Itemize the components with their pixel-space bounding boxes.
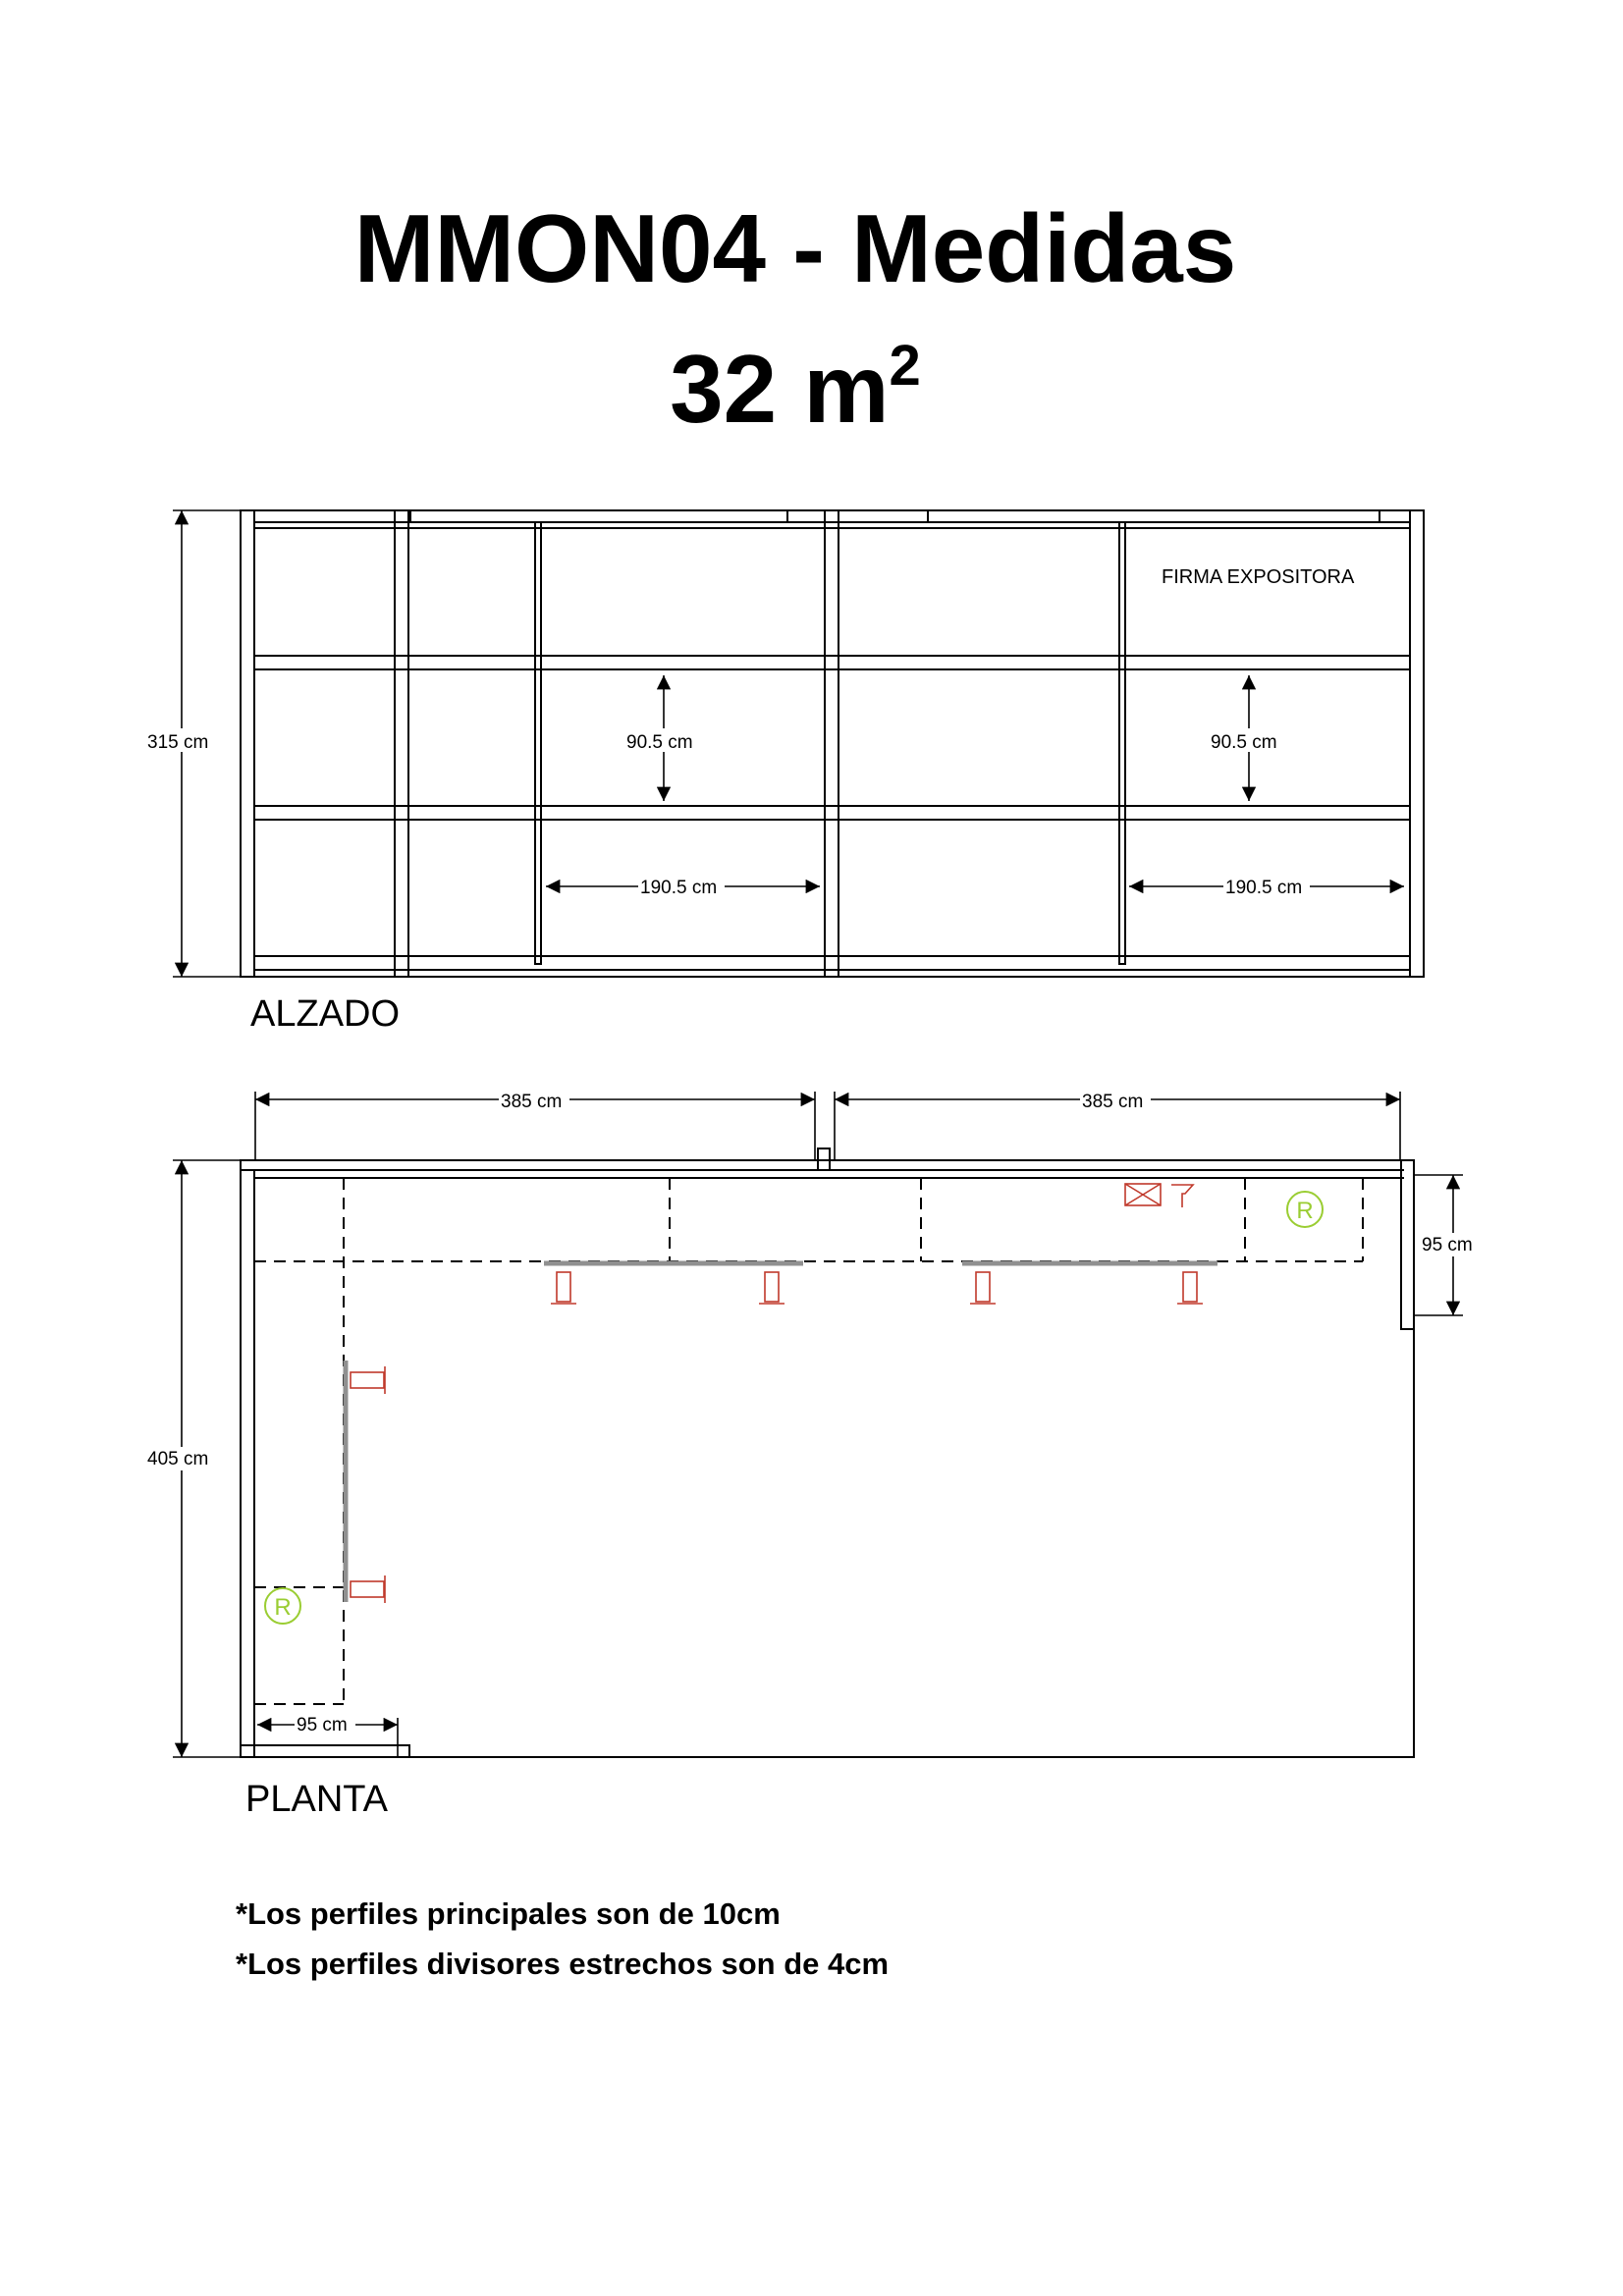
main-post bbox=[241, 510, 254, 977]
horizontal-rail bbox=[254, 656, 1410, 669]
spotlight-icon bbox=[759, 1272, 784, 1304]
spotlight-icon bbox=[551, 1272, 576, 1304]
main-post bbox=[1410, 510, 1424, 977]
shelf-height-label: 90.5 cm bbox=[1211, 732, 1277, 753]
elevation-label: ALZADO bbox=[250, 993, 401, 1035]
main-post bbox=[825, 510, 839, 977]
main-post bbox=[395, 510, 408, 977]
height-dimension-label: 315 cm bbox=[147, 732, 209, 753]
plan-view bbox=[241, 1148, 1414, 1757]
spotlight-icon bbox=[351, 1366, 385, 1394]
width-dimension-label: 385 cm bbox=[501, 1092, 563, 1112]
spotlight-icon bbox=[1177, 1272, 1203, 1304]
horizontal-rail bbox=[254, 522, 1410, 528]
note-divider-profiles: *Los perfiles divisores estrechos son de 4cm bbox=[236, 1947, 890, 1981]
counter-depth-label: 95 cm bbox=[1422, 1235, 1473, 1255]
module-width-label: 190.5 cm bbox=[640, 878, 718, 898]
spotlight-icon bbox=[970, 1272, 996, 1304]
floor-outline bbox=[241, 1160, 1414, 1757]
note-main-profiles: *Los perfiles principales son de 10cm bbox=[236, 1896, 781, 1931]
width-dimension-label: 385 cm bbox=[1082, 1092, 1144, 1112]
depth-dimension-label: 405 cm bbox=[147, 1449, 209, 1469]
shelf-height-label: 90.5 cm bbox=[626, 732, 693, 753]
page-title: MMON04 - Medidas bbox=[353, 194, 1237, 302]
counter-zone-back bbox=[254, 1178, 1363, 1704]
module-width-label: 190.5 cm bbox=[1225, 878, 1303, 898]
narrow-divider bbox=[1119, 522, 1125, 964]
plan-label: PLANTA bbox=[245, 1779, 389, 1820]
horizontal-rail bbox=[254, 956, 1410, 970]
elevation-header-strip bbox=[928, 510, 1380, 522]
area-unit-superscript: 2 bbox=[889, 334, 921, 398]
electrical-box-icon bbox=[1125, 1184, 1161, 1205]
reserve-marks bbox=[265, 1192, 1323, 1624]
wall-stub bbox=[241, 1745, 409, 1757]
horizontal-rail bbox=[254, 806, 1410, 820]
plan-dimensions bbox=[173, 1092, 1463, 1757]
counter-width-label: 95 cm bbox=[297, 1715, 348, 1735]
sign-label: FIRMA EXPOSITORA bbox=[1162, 566, 1355, 588]
reserve-mark-label: R bbox=[274, 1594, 292, 1621]
spotlights bbox=[351, 1184, 1203, 1603]
narrow-divider bbox=[535, 522, 541, 964]
elevation-header-strip bbox=[410, 510, 787, 522]
reserve-mark-label: R bbox=[1296, 1198, 1314, 1224]
wall-stub bbox=[1401, 1160, 1414, 1329]
area-value: 32 m bbox=[670, 335, 890, 443]
spotlight-icon bbox=[351, 1575, 385, 1603]
water-tap-icon bbox=[1171, 1185, 1193, 1207]
